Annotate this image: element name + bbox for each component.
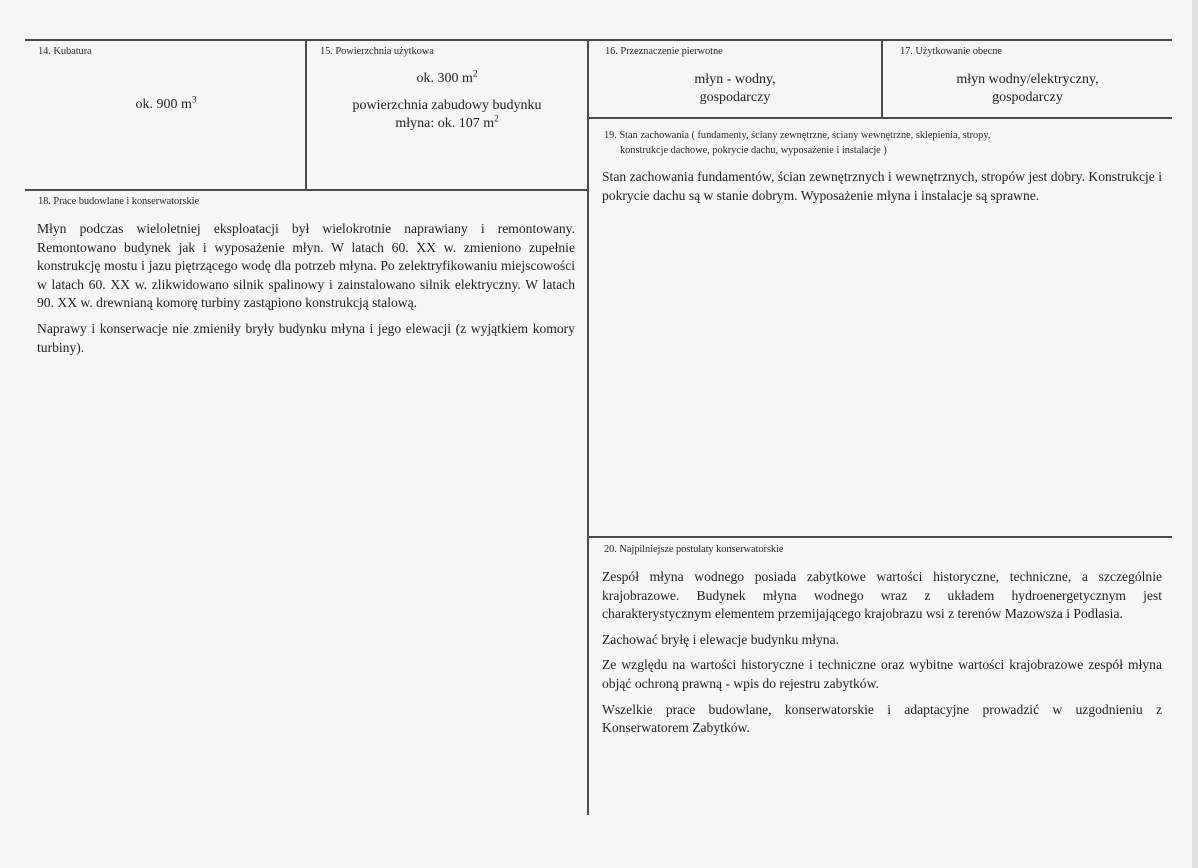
scan-edge (1192, 0, 1198, 868)
field-18-label: 18. Prace budowlane i konserwatorskie (38, 196, 200, 207)
kubatura-text: ok. 900 m (135, 97, 192, 112)
field-17-value (883, 71, 1172, 107)
kubatura-unit-sup: 3 (191, 94, 197, 105)
field-14-label: 14. Kubatura (38, 46, 92, 57)
condition-paragraph-1: Stan zachowania fundamentów, ścian zewnętrznych i wewnętrznych, stropów jest dobry. Konstrukcje i pokrycie dachu są w stanie dobrym. Wyposażenie młyna i instalacje są sprawne. (602, 169, 1162, 203)
original-purpose-line2: gospodarczy (699, 90, 771, 105)
current-use-line2: gospodarczy (992, 90, 1063, 105)
built-area-unit-sup: 2 (494, 113, 499, 124)
field-15-built-area (307, 97, 587, 133)
built-area-text: młyna: ok. 107 m (395, 116, 495, 131)
postulates-paragraph-3: Ze względu na wartości historyczne i techniczne oraz wybitne wartości krajobrazowe zespół młyna objąć ochroną prawną - wpis do rejestru zabytków. (602, 657, 1162, 691)
field-15-value (307, 70, 587, 88)
built-area-line1: powierzchnia zabudowy budynku (352, 98, 542, 113)
field-15-label: 15. Powierzchnia użytkowa (320, 46, 434, 57)
usable-area-unit-sup: 2 (472, 68, 478, 79)
rule-14-15-bottom (25, 189, 589, 191)
original-purpose-line1: młyn - wodny, (694, 72, 776, 87)
postulates-paragraph-1: Zespół młyna wodnego posiada zabytkowe wartości historyczne, techniczne, a szczególnie krajobrazowe. Budynek młyna wodnego wraz z układem hydroenergetycznym jest charakterystycznym elementem przemijającego krajobrazu wsi z terenów Mazowsza i Podlasia. (602, 569, 1162, 622)
rule-16-17-bottom (587, 117, 1172, 119)
works-paragraph-2: Naprawy i konserwacje nie zmieniły bryły budynku młyna i jego elewacji (z wyjątkiem komory turbiny). (37, 320, 575, 355)
field-16-value (589, 71, 881, 107)
current-use-line1: młyn wodny/elektryczny, (956, 72, 1099, 87)
postulates-paragraph-2: Zachować bryłę i elewacje budynku młyna. (602, 631, 840, 647)
field-20-label: 20. Najpilniejsze postulaty konserwatorskie (604, 544, 784, 555)
field-19-text (602, 168, 1162, 212)
field-20-text (602, 568, 1162, 745)
divider-center (587, 39, 589, 815)
field-19-label-line1: 19. Stan zachowania ( fundamenty, ściany zewnętrzne, ściany wewnętrzne, sklepienia, stropy, (604, 130, 991, 141)
top-rule (25, 39, 1172, 41)
field-19-label (604, 128, 1164, 158)
field-19-label-line2: konstrukcje dachowe, pokrycie dachu, wyposażenie i instalacje ) (620, 145, 887, 156)
usable-area-text: ok. 300 m (416, 71, 473, 86)
rule-19-bottom (587, 536, 1172, 538)
field-16-label: 16. Przeznaczenie pierwotne (605, 46, 723, 57)
field-14-value (27, 96, 305, 114)
field-17-label: 17. Użytkowanie obecne (900, 46, 1002, 57)
field-18-text (37, 220, 575, 364)
built-area-line2 (307, 115, 587, 133)
postulates-paragraph-4: Wszelkie prace budowlane, konserwatorskie i adaptacyjne prowadzić w uzgodnieniu z Konserwatorem Zabytków. (602, 701, 1162, 736)
works-paragraph-1: Młyn podczas wieloletniej eksploatacji był wielokrotnie naprawiany i remontowany. Remontowano budynek jak i wyposażenie młyn. W latach 60. XX w. zmieniono zupełnie konstrukcję mostu i jazu piętrzącego wodę dla potrzeb młyna. Po zelektryfikowaniu miejscowości w latach 60. XX w. zlikwidowano silnik spalinowy i zainstalowano silnik elektryczny. W latach 90. XX w. drewnianą komorę turbiny zastąpiono konstrukcją stalową. (37, 221, 575, 311)
